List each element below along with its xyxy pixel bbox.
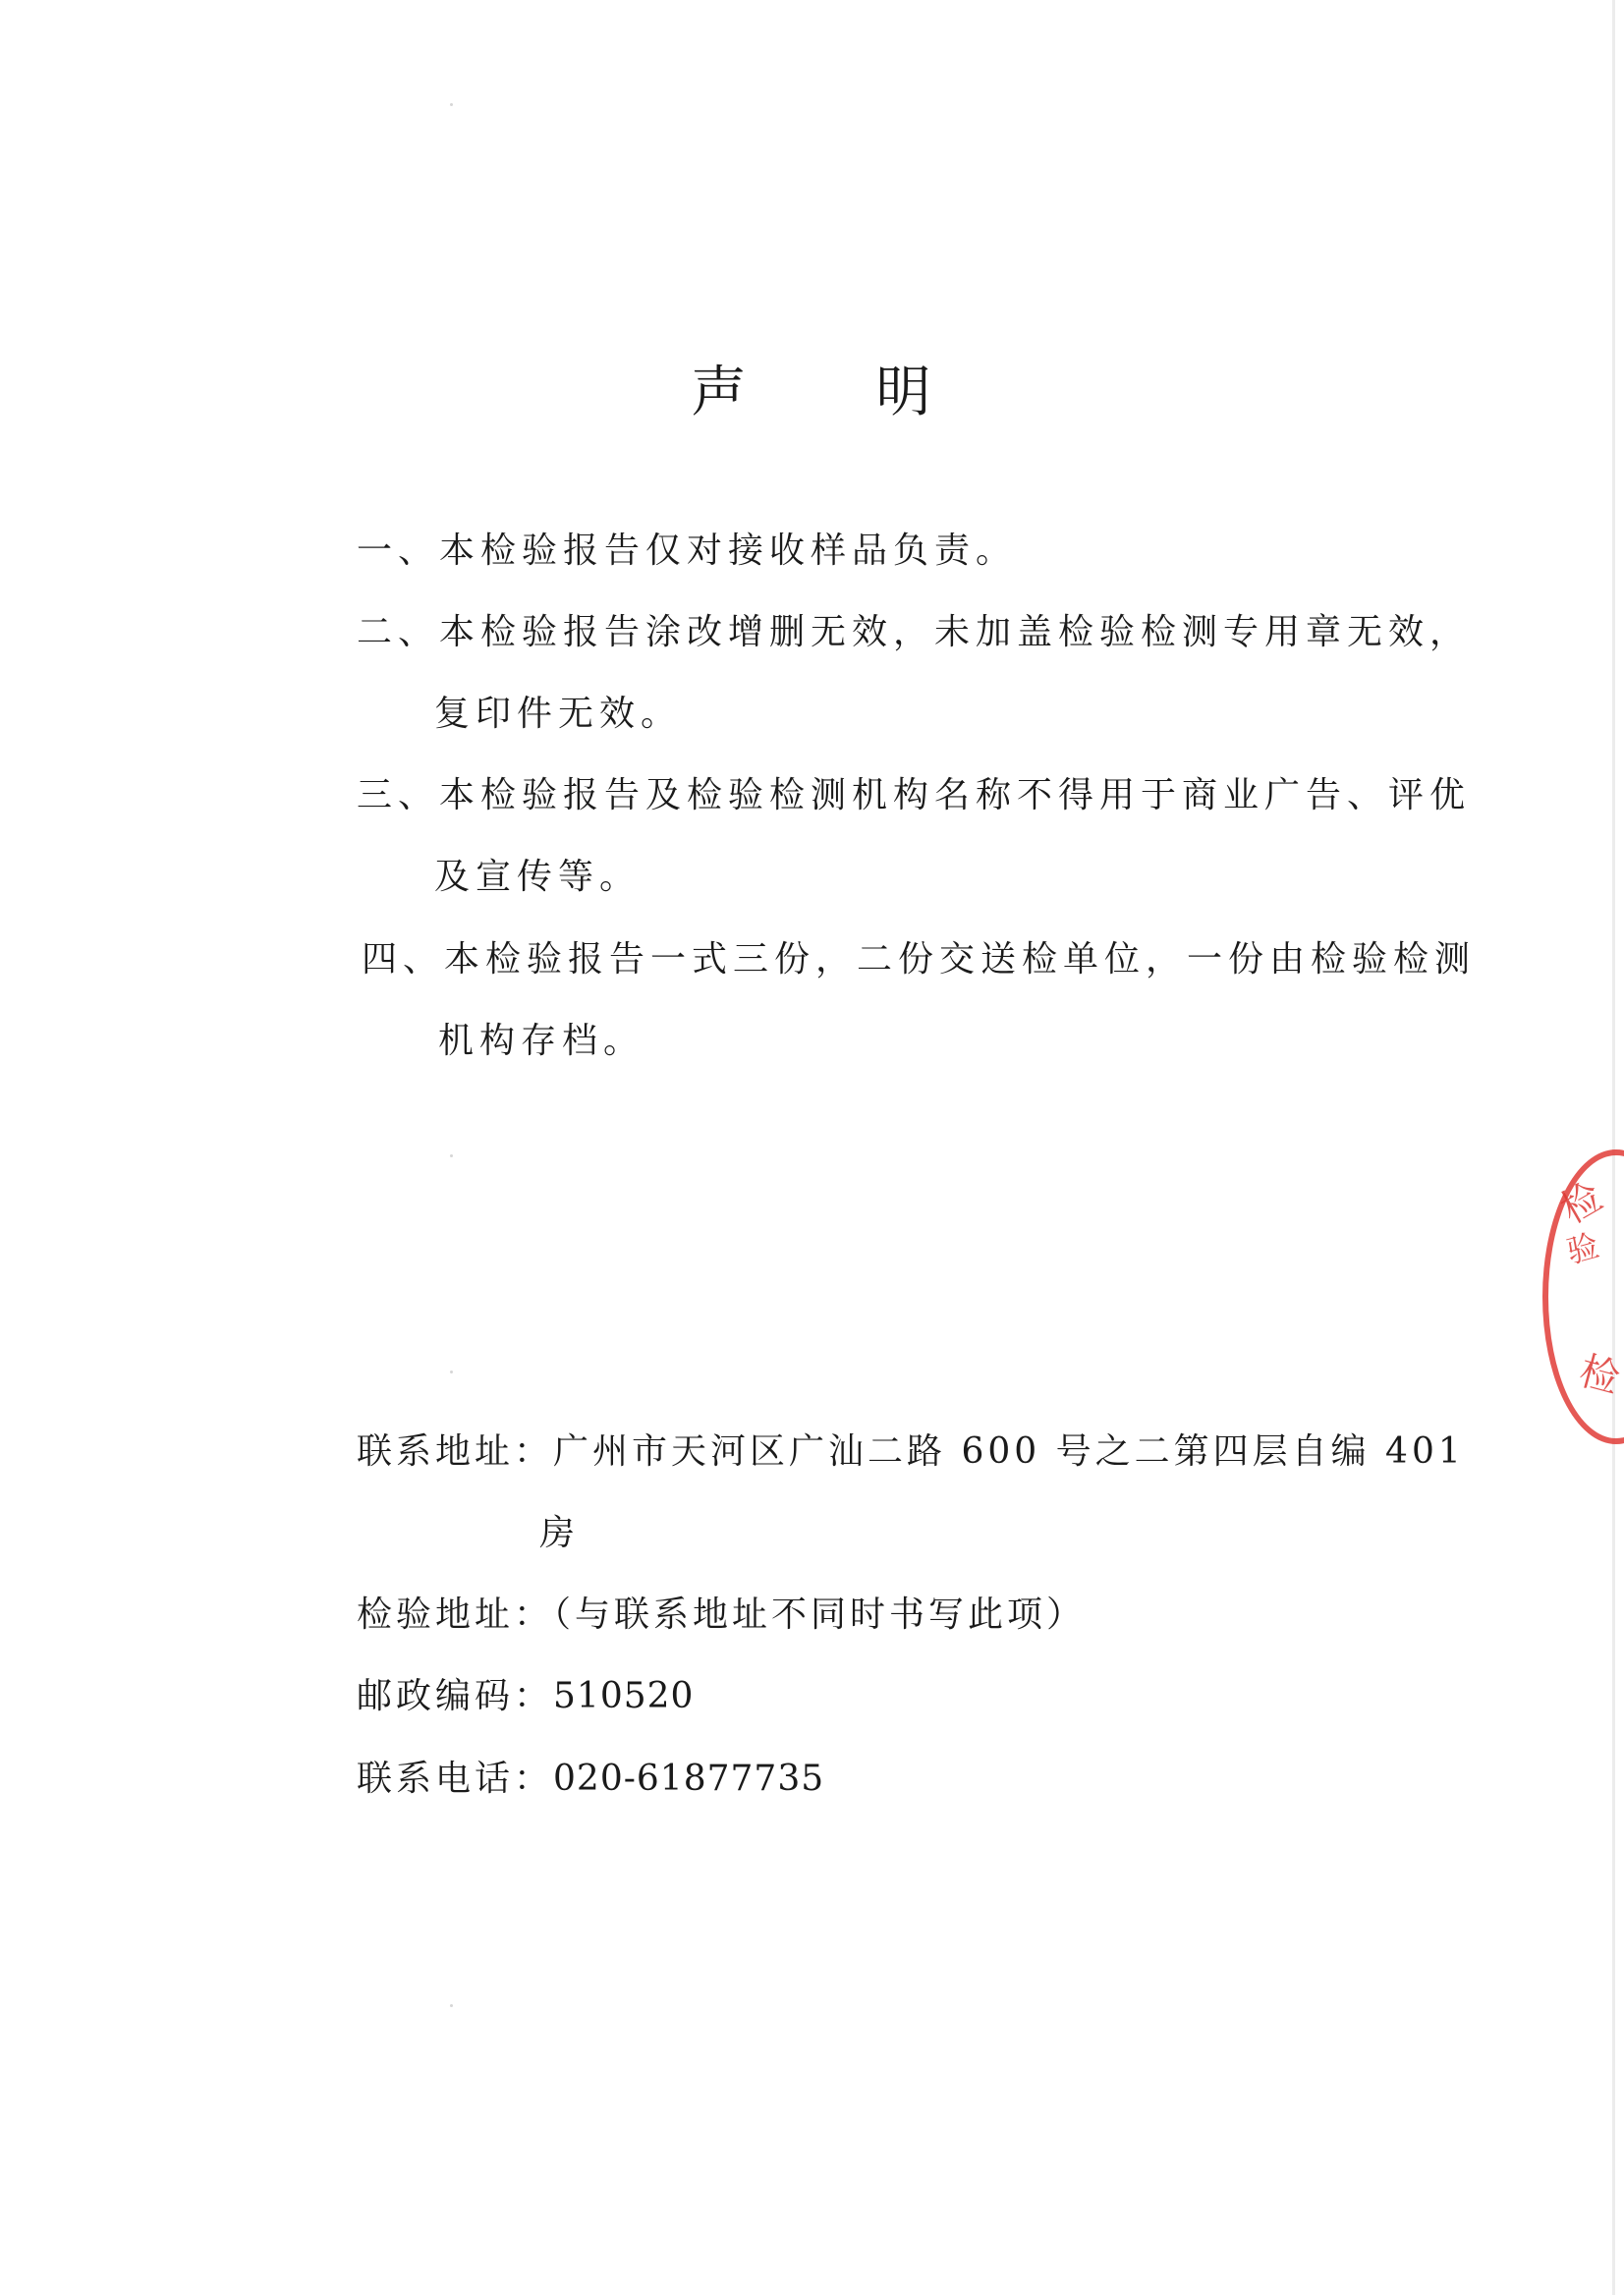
statement-text: 本检验报告仅对接收样品负责。: [439, 531, 1018, 571]
inspection-address-value: （与联系地址不同时书写此项）: [553, 1595, 1087, 1635]
page-title: [0, 349, 1624, 427]
statement-number: 四、: [362, 939, 445, 980]
statement-1: [357, 533, 1017, 569]
inspection-address: [357, 1597, 1086, 1633]
scan-speck: [450, 1154, 453, 1157]
address-value: 广州市天河区广汕二路 600 号之二第四层自编 401: [553, 1431, 1465, 1472]
postcode: [357, 1676, 695, 1716]
statement-number: 二、: [357, 612, 440, 652]
statement-text: 本检验报告涂改增删无效，未加盖检验检测专用章无效，: [439, 612, 1472, 652]
seal-char-top: 检: [1553, 1174, 1610, 1233]
phone-value: 020-61877735: [553, 1759, 825, 1799]
statement-4: [362, 939, 1477, 980]
statement-text: 本检验报告及检验检测机构名称不得用于商业广告、评优: [439, 775, 1472, 815]
postcode-value: 510520: [553, 1676, 695, 1716]
postcode-label: 邮政编码：: [357, 1676, 554, 1716]
statement-number: 三、: [357, 775, 440, 815]
statement-4-continuation: 机构存档。: [438, 1021, 645, 1061]
seal-char-mid: 验: [1562, 1226, 1603, 1271]
title-char-2: 明: [875, 361, 933, 424]
statement-number: 一、: [357, 531, 440, 571]
statement-2: [357, 612, 1472, 652]
page-edge: [1612, 0, 1615, 2295]
statement-2-continuation: 复印件无效。: [434, 694, 683, 734]
phone: [357, 1759, 825, 1799]
statement-3: [357, 775, 1472, 815]
scan-speck: [450, 2004, 453, 2007]
contact-address: [357, 1431, 1465, 1472]
scan-speck: [450, 103, 453, 106]
phone-label: 联系电话：: [357, 1759, 554, 1799]
scan-speck: [450, 1371, 453, 1373]
title-char-1: 声: [691, 361, 749, 424]
seal-char-bottom: 检: [1574, 1348, 1624, 1403]
statement-3-continuation: 及宣传等。: [434, 857, 642, 897]
address-label: 联系地址：: [357, 1431, 554, 1472]
inspection-address-label: 检验地址：: [357, 1595, 554, 1635]
statement-text: 本检验报告一式三份，二份交送检单位，一份由检验检测: [444, 939, 1477, 980]
address-continuation: 房: [539, 1513, 582, 1553]
